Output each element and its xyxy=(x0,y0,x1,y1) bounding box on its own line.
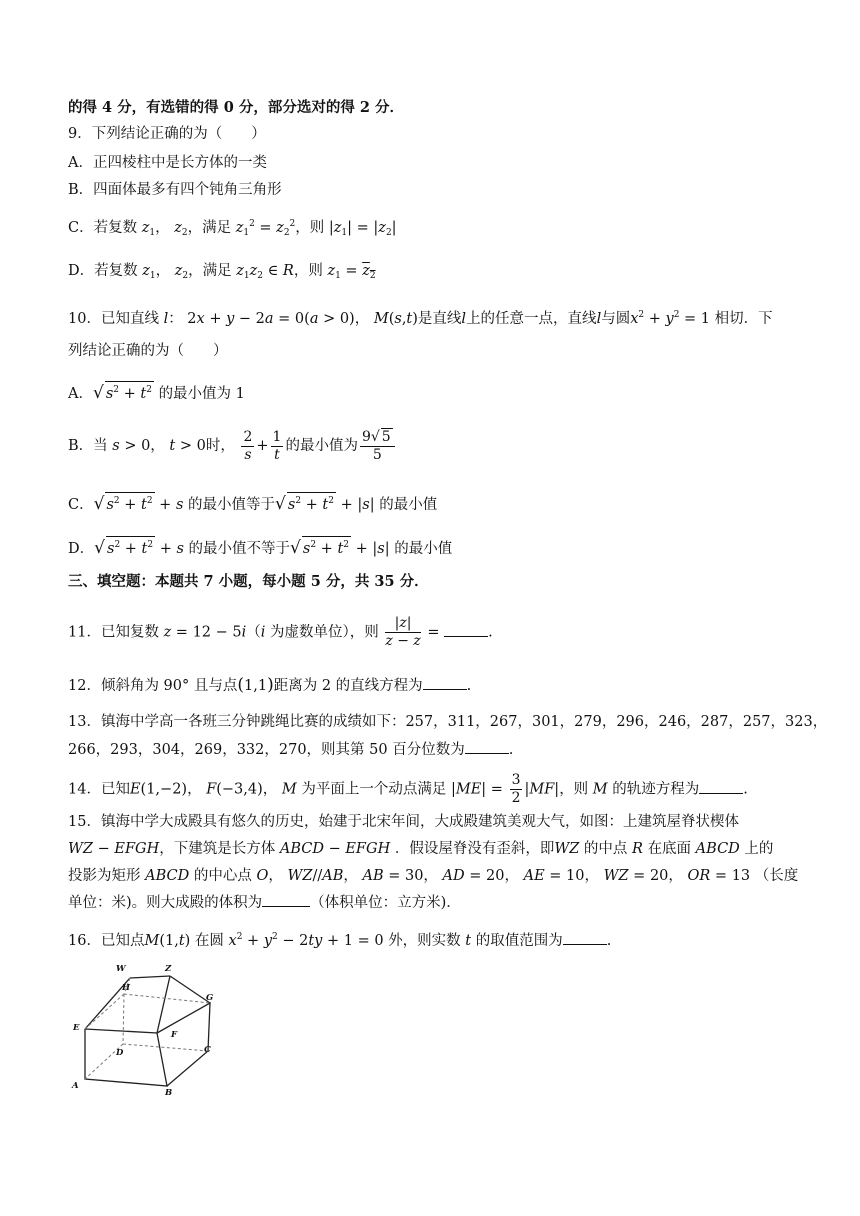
label-d: D xyxy=(116,1048,124,1058)
edge-dc xyxy=(123,1044,208,1051)
q11-answer-blank[interactable] xyxy=(444,622,488,637)
label-b: B xyxy=(165,1088,173,1096)
q15-line2: WZ − EFGH，下建筑是长方体 ABCD − EFGH ．假设屋脊没有歪斜，即WZ 的中点 R 在底面 ABCD 上的 xyxy=(68,841,774,857)
label-c: C xyxy=(204,1045,211,1055)
q15-line3: 投影为矩形 ABCD 的中心点 O， WZ//AB， AB = 30， AD = 20， AE = 10， WZ = 20， OR = 13 （长度 xyxy=(68,868,799,884)
edge-he xyxy=(85,994,124,1029)
q10-stem-line2: 列结论正确的为（ ） xyxy=(68,343,228,359)
figure-hidden-edges xyxy=(85,978,210,1079)
edge-zf xyxy=(157,976,170,1033)
edge-wz xyxy=(130,976,170,978)
edge-hd xyxy=(123,994,124,1044)
q9-option-b: B．四面体最多有四个钝角三角形 xyxy=(68,182,282,198)
q10-stem: 10．已知直线 l： 2x + y − 2a = 0(a > 0)， M(s,t)是直线l上的任意一点，直线l与圆$x^2 + y^2 = 1$ 相切．下 xyxy=(68,310,773,327)
q15-line4: 单位：米)。则大成殿的体积为 （体积单位：立方米)． xyxy=(68,892,800,913)
scoring-note: 的得 4 分，有选错的得 0 分，部分选对的得 2 分． xyxy=(68,99,405,116)
q10-option-c: C．√ $s^2 + t^2 + s$ 的最小值等于√ $s^2 + t^2 + |s|$ 的最小值 xyxy=(68,494,438,514)
q11: 11．已知复数 z = 12 − 5i（i 为虚数单位），则 $\frac{|z|}{z - \overline{z}}$ = . xyxy=(68,615,493,649)
label-g: G xyxy=(206,993,214,1003)
q14: 14．已知E(1,−2)， F(−3,4)， M 为平面上一个动点满足 |ME| = $\frac{3}{2}$ |MF|，则 M 的轨迹方程为 . xyxy=(68,772,748,806)
q13-line1: 13．镇海中学高一各班三分钟跳绳比赛的成绩如下：257，311，267，301，279，296，246，287，257，323， xyxy=(68,714,828,730)
label-z: Z xyxy=(165,964,172,974)
q9-option-a: A．正四棱柱中是长方体的一类 xyxy=(68,155,267,171)
q10-option-d: D．√ $s^2 + t^2 + s$ 的最小值不等于√ $s^2 + t^2 + |s|$ 的最小值 xyxy=(68,538,453,558)
q15-answer-blank[interactable] xyxy=(262,892,310,907)
q10-option-b: B．当 s > 0， t > 0时， $\frac{2}{s}$ + $\frac{1}{t}$ 的最小值为 $\frac{9√ 5}{5}$ xyxy=(68,428,800,464)
label-e: E xyxy=(73,1023,80,1033)
section-3-title: 三、填空题：本题共 7 小题，每小题 5 分，共 35 分． xyxy=(68,573,429,590)
q16-answer-blank[interactable] xyxy=(563,930,607,945)
q16: 16．已知点M(1,t) 在圆 $x^2 + y^2 - 2ty + 1 = 0$ 外，则实数 t 的取值范围为 . xyxy=(68,932,612,949)
figure-solid-edges xyxy=(85,976,210,1086)
q12-answer-blank[interactable] xyxy=(423,675,467,690)
label-f: F xyxy=(171,1030,178,1040)
q9-option-d: D．若复数 $z_1$， $z_2$，满足 $z_1z_2$ ∈ R，则 $z_1 = z_2$ xyxy=(68,263,376,281)
q14-answer-blank[interactable] xyxy=(699,779,743,794)
label-a: A xyxy=(72,1081,79,1091)
q10-option-a: A．√ $s^2 + t^2$ 的最小值为 1 xyxy=(68,383,245,403)
q13-answer-blank[interactable] xyxy=(465,739,509,754)
q13-line2: 266，293，304，269，332，270，则其第 50 百分位数为 . xyxy=(68,739,800,760)
building-figure xyxy=(64,958,234,1096)
edge-efba-face xyxy=(85,1029,167,1086)
label-h: H xyxy=(122,983,131,993)
q9-stem: 9．下列结论正确的为（ ） xyxy=(68,126,266,142)
edge-hg xyxy=(124,994,210,1003)
q12: 12．倾斜角为 90° 且与点(1,1)距离为 2 的直线方程为 . xyxy=(68,675,472,695)
label-w: W xyxy=(116,964,126,974)
q9-option-c: C．若复数 $z_1$， $z_2$，满足 $z_1^2 = z_2^2$，则 $|z_1| = |z_2|$ xyxy=(68,219,397,238)
q15-line1: 15．镇海中学大成殿具有悠久的历史，始建于北宋年间，大成殿建筑美观大气，如图：上建筑屋脊状楔体 xyxy=(68,814,739,830)
